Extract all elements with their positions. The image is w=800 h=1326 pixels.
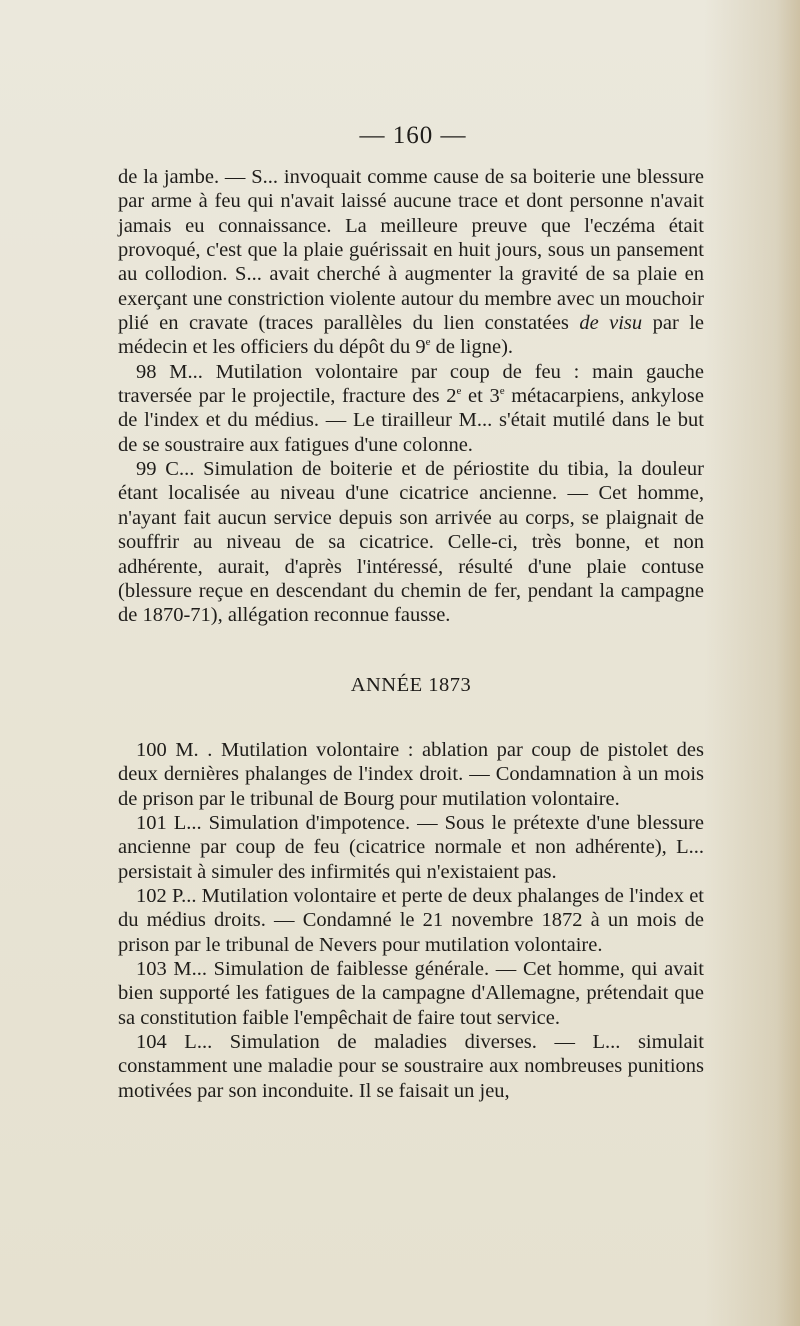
case-entry-103: 103 M... Simulation de faiblesse générale. — Cet homme, qui avait bien supporté les fatigues de la campagne d'Allemagne, prétendait que sa constitution faible l'empêchait de faire tout service. bbox=[118, 957, 704, 1029]
case-entry-102: 102 P... Mutilation volontaire et perte de deux phalanges de l'index et du médius droits. — Condamné le 21 novembre 1872 à un mois de prison par le tribunal de Nevers pour mutilation volontaire. bbox=[118, 884, 704, 956]
case-entry-104: 104 L... Simulation de maladies diverses. — L... simulait constamment une maladie pour se soustraire aux nombreuses punitions motivées par son inconduite. Il se faisait un jeu, bbox=[118, 1031, 704, 1102]
section-heading: ANNÉE 1873 bbox=[350, 673, 472, 696]
page-number: — 160 — bbox=[359, 122, 467, 149]
ordinal-superscript: e bbox=[499, 385, 505, 398]
paragraph-continuation: de la jambe. — S... invoquait comme cause de sa boiterie une blessure par arme à feu qui n'avait laissé aucune trace et dont personne n'avait jamais eu connaissance. La meilleure preuve que l'eczéma était provoqué, c'est que la plaie guérissait en huit jours, sous un pansement au collodion. S... avait cherché à augmenter la gravité de sa plaie en exerçant une constriction violente autour du membre avec un mouchoir plié en cravate (traces parallèles du lien constatées de visu par le médecin et les officiers du dépôt du 9e de ligne). bbox=[118, 166, 705, 359]
italic-phrase: de visu bbox=[579, 312, 643, 335]
case-entry-98: 98 M... Mutilation volontaire par coup de feu : main gauche traversée par le projectile, fracture des 2e et 3e métacarpiens, ankylose de l'index et du médius. — Le tirailleur M... s'était mutilé dans le but de se soustraire aux fatigues d'une colonne. bbox=[118, 360, 704, 456]
body-text bbox=[118, 165, 704, 1103]
ordinal-superscript: e bbox=[425, 336, 431, 349]
case-entry-99: 99 C... Simulation de boiterie et de périostite du tibia, la douleur étant localisée au niveau d'une cicatrice ancienne. — Cet homme, n'ayant fait aucun service depuis son arrivée au corps, se plaignait de souffrir au niveau de sa cicatrice. Celle-ci, très bonne, et non adhérente, aurait, d'après l'intéressé, résulté d'une plaie contuse (blessure reçue en descendant du chemin de fer, pendant la campagne de 1870-71), allégation reconnue fausse. bbox=[118, 458, 704, 627]
case-entry-101: 101 L... Simulation d'impotence. — Sous le prétexte d'une blessure ancienne par coup de feu (cicatrice normale et non adhérente), L... persistait à simuler des infirmités qui n'existaient pas. bbox=[118, 811, 704, 883]
ordinal-superscript: e bbox=[456, 385, 462, 398]
case-entry-100: 100 M. . Mutilation volontaire : ablation par coup de pistolet des deux dernières phalanges de l'index droit. — Condamnation à un mois de prison par le tribunal de Bourg pour mutilation volontaire. bbox=[118, 738, 704, 810]
